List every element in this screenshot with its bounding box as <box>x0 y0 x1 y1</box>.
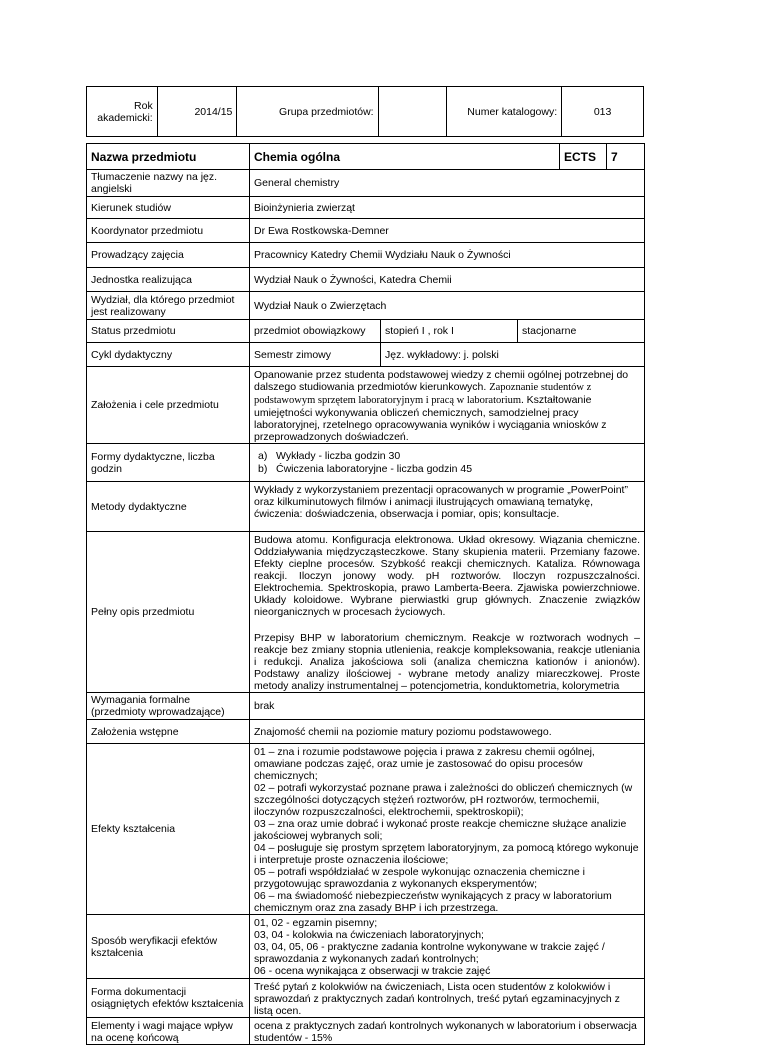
formy-label: Formy dydaktyczne, liczba godzin <box>87 444 250 482</box>
status-label: Status przedmiotu <box>87 320 250 343</box>
numer-label: Numer katalogowy: <box>447 87 562 137</box>
opis-p2: Przepisy BHP w laboratorium chemicznym. Reakcje w roztworach wodnych – reakcje bez zmiany stopnia utlenienia, reakcje kompleksowania, reakcje utleniania i redukcji. Analiza jakościowa soli (analiza chemiczna kationów i anionów). Podstawy analizy ilościowej - wybrane metody analizy miareczkowej. Proste metody analizy instrumentalnej – potencjometria, konduktometria, kolorymetria <box>254 632 640 692</box>
zalozenia-value <box>250 367 645 444</box>
status-forma: stacjonarne <box>518 320 645 343</box>
rok-label: Rok akademicki: <box>87 87 158 137</box>
opis-p1: Budowa atomu. Konfiguracja elektronowa. Układ okresowy. Wiązania chemiczne. Oddziaływania międzycząsteczkowe. Stany skupienia materii. Przemiany fazowe. Efekty cieplne procesów. Szybkość reakcji chemicznych. Kataliza. Równowaga reakcji. Iloczyn jonowy wody. pH roztworów. Iloczyn rozpuszczalności. Elektrochemia. Spektroskopia, prawo Lamberta-Beera. Zjawiska powierzchniowe. Układy koloidowe. Wybrane pierwiastki grup głównych. Znaczenie związków nieorganicznych w procesach życiowych. <box>254 534 640 618</box>
prowadzacy-value: Pracownicy Katedry Chemii Wydziału Nauk o Żywności <box>250 243 645 268</box>
zalozenia-p1: Opanowanie przez studenta podstawowej wiedzy z chemii ogólnej potrzebnej do dalszego studiowania przedmiotów kierunkowych. <box>254 369 629 393</box>
status-value: przedmiot obowiązkowy <box>250 320 381 343</box>
koordynator-label: Koordynator przedmiotu <box>87 219 250 243</box>
kierunek-value: Bioinżynieria zwierząt <box>250 197 645 219</box>
jednostka-value: Wydział Nauk o Żywności, Katedra Chemii <box>250 268 645 292</box>
sposob-value: 01, 02 - egzamin pisemny; 03, 04 - kolokwia na ćwiczeniach laboratoryjnych; 03, 04, 05, 06 - praktyczne zadania kontrolne wykonywane w trakcie zajęć / sprawozdania z wykonanych zadań kontrolnych; 06 - ocena wynikająca z obserwacji w trakcie zajęć <box>250 915 645 979</box>
elementy-label: Elementy i wagi mające wpływ na ocenę końcową <box>87 1018 250 1045</box>
formy-a-mark: a) <box>258 450 268 462</box>
nazwa-value: Chemia ogólna <box>250 144 560 170</box>
cykl-jezyk: Jęz. wykładowy: j. polski <box>381 343 645 367</box>
wymagania-value: brak <box>250 693 645 720</box>
prowadzacy-label: Prowadzący zajęcia <box>87 243 250 268</box>
formy-list <box>250 444 645 482</box>
numer-value: 013 <box>562 87 644 137</box>
grupa-label: Grupa przedmiotów: <box>237 87 378 137</box>
formy-b-mark: b) <box>258 463 268 475</box>
elementy-value: ocena z praktycznych zadań kontrolnych wykonanych w laboratorium i obserwacja studentów - 15% <box>250 1018 645 1045</box>
grupa-value <box>378 87 447 137</box>
ects-value: 7 <box>607 144 645 170</box>
formy-a-text: Wykłady - liczba godzin 30 <box>276 450 401 462</box>
koordynator-value: Dr Ewa Rostkowska-Demner <box>250 219 645 243</box>
cykl-label: Cykl dydaktyczny <box>87 343 250 367</box>
zalozenia-label: Założenia i cele przedmiotu <box>87 367 250 444</box>
header-table <box>86 86 644 137</box>
forma-dok-label: Forma dokumentacji osiągniętych efektów kształcenia <box>87 979 250 1018</box>
nazwa-label: Nazwa przedmiotu <box>87 144 250 170</box>
forma-dok-value: Treść pytań z kolokwiów na ćwiczeniach, Lista ocen studentów z kolokwiów i sprawozdań z praktycznych zadań kontrolnych, treść pytań egzaminacyjnych z listą ocen. <box>250 979 645 1018</box>
zalozenia-p3: Kształtowanie umiejętności wykonywania obliczeń chemicznych, samodzielnej pracy laboratoryjnej, rzetelnego opracowywania wyników i wyciągania wniosków z przeprowadzonych doświadczeń. <box>254 394 607 443</box>
metody-label: Metody dydaktyczne <box>87 482 250 532</box>
cykl-value: Semestr zimowy <box>250 343 381 367</box>
opis-label: Pełny opis przedmiotu <box>87 532 250 693</box>
kierunek-label: Kierunek studiów <box>87 197 250 219</box>
en-value: General chemistry <box>250 170 645 197</box>
zal-wstepne-label: Założenia wstępne <box>87 720 250 744</box>
wymagania-label: Wymagania formalne (przedmioty wprowadzające) <box>87 693 250 720</box>
formy-item-a <box>258 450 640 462</box>
zal-wstepne-value: Znajomość chemii na poziomie matury poziomu podstawowego. <box>250 720 645 744</box>
metody-value: Wykłady z wykorzystaniem prezentacji opracowanych w programie „PowerPoint” oraz kilkuminutowych filmów i animacji ilustrujących omawianą tematykę, ćwiczenia: doświadczenia, obserwacja i pomiar, opis; konsultacje. <box>250 482 645 532</box>
jednostka-label: Jednostka realizująca <box>87 268 250 292</box>
wydzial-label: Wydział, dla którego przedmiot jest realizowany <box>87 292 250 320</box>
course-table <box>86 143 645 1045</box>
formy-item-b <box>258 463 640 475</box>
zalozenia-p2: Zapoznanie studentów z podstawowym sprzętem laboratoryjnym i pracą w laboratorium. <box>254 382 592 406</box>
formy-b-text: Ćwiczenia laboratoryjne - liczba godzin 45 <box>276 463 473 475</box>
en-label: Tłumaczenie nazwy na jęz. angielski <box>87 170 250 197</box>
efekty-label: Efekty kształcenia <box>87 744 250 915</box>
opis-value <box>250 532 645 693</box>
ects-label: ECTS <box>560 144 607 170</box>
status-stopien: stopień I , rok I <box>381 320 518 343</box>
rok-value: 2014/15 <box>157 87 237 137</box>
sposob-label: Sposób weryfikacji efektów kształcenia <box>87 915 250 979</box>
wydzial-value: Wydział Nauk o Zwierzętach <box>250 292 645 320</box>
efekty-value: 01 – zna i rozumie podstawowe pojęcia i prawa z zakresu chemii ogólnej, omawiane podczas zajęć, oraz umie je zastosować do opisu procesów chemicznych; 02 – potrafi wykorzystać poznane prawa i zależności do obliczeń chemicznych (w szczególności dotyczących stężeń roztworów, pH roztworów, termochemii, iloczynów rozpuszczalności, elektrochemii, spektroskopii); 03 – zna oraz umie dobrać i wykonać proste reakcje chemiczne służące analizie jakościowej wybranych soli; 04 – posługuje się prostym sprzętem laboratoryjnym, za pomocą którego wykonuje i interpretuje proste oznaczenia ilościowe; 05 – potrafi współdziałać w zespole wykonując oznaczenia chemiczne i przygotowując sprawozdania z wykonanych eksperymentów; 06 – ma świadomość niebezpieczeństw wynikających z pracy w laboratorium chemicznym oraz zna zasady BHP i ich przestrzega. <box>250 744 645 915</box>
